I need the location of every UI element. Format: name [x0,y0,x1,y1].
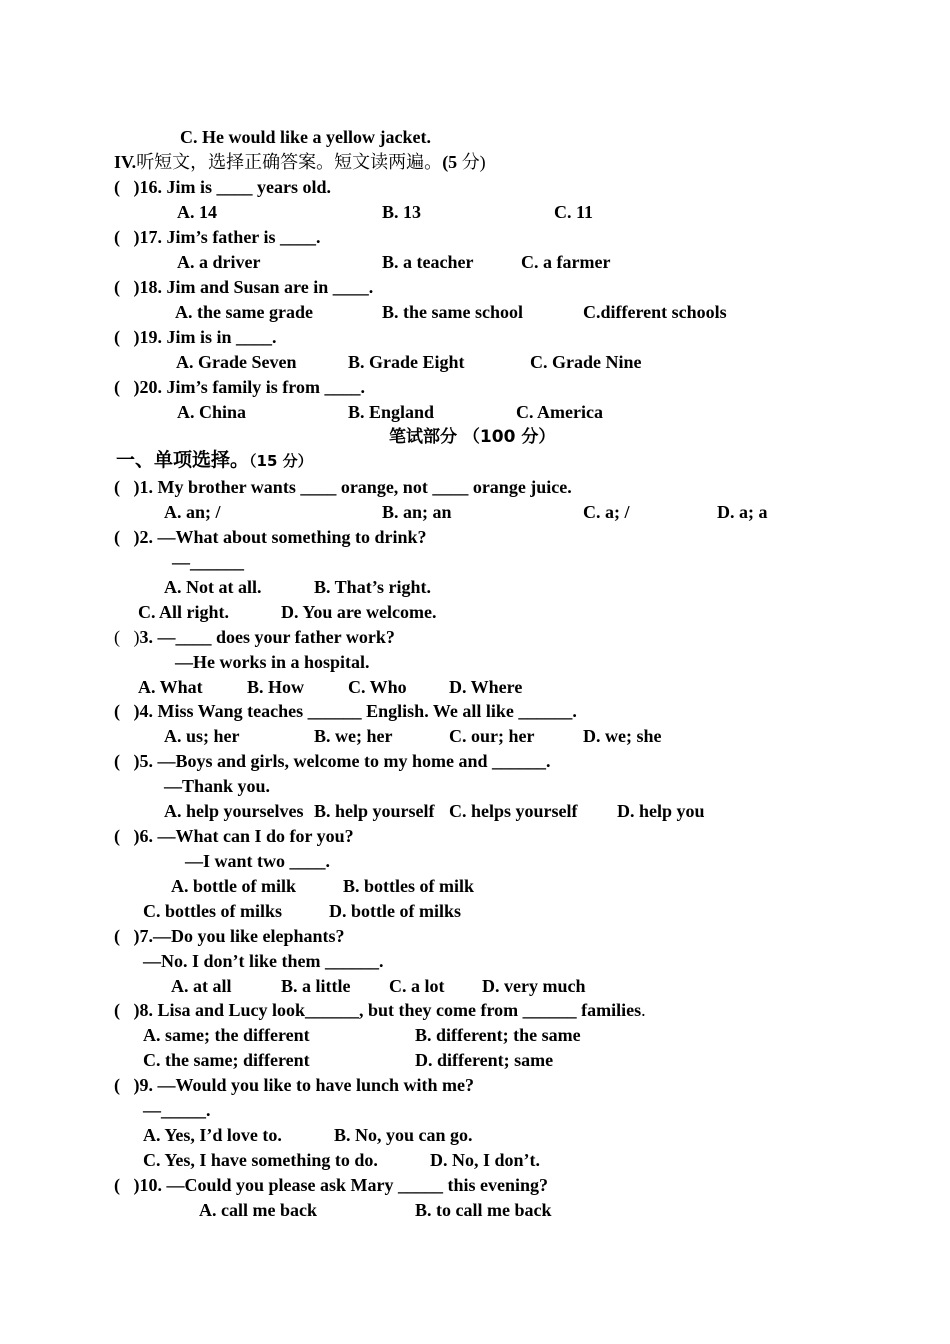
question-3-paren: ( ) [114,627,140,647]
question-2-reply: —______ [172,552,244,572]
part-one-score: （15 分） [249,452,313,470]
question-17-option-a: A. a driver [177,252,261,272]
question-20-stem: ( )20. Jim’s family is from ____. [114,377,365,397]
question-6-option-a: A. bottle of milk [171,876,296,896]
question-5-reply: —Thank you. [164,776,271,796]
question-16-option-a: A. 14 [177,202,217,222]
question-7-stem: ( )7.—Do you like elephants? [114,926,345,946]
question-6-option-c: C. bottles of milks [143,901,282,921]
section-iv-instruction: 听短文，选择正确答案。短文读两遍。 [136,152,443,172]
question-19-option-b: B. Grade Eight [348,352,465,372]
question-19-option-a: A. Grade Seven [176,352,297,372]
question-1-option-b: B. an; an [382,502,452,522]
question-8-option-a: A. same; the different [143,1025,310,1045]
part-one-heading [116,449,313,472]
question-9-reply: —_____. [143,1100,211,1120]
question-3-option-b: B. How [247,677,305,697]
written-part-heading: 笔试部分 （100 分） [389,427,556,447]
question-3-stem: 3. —____ does your father work? [139,627,395,647]
question-17-stem: ( )17. Jim’s father is ____. [114,227,321,247]
question-6-stem: ( )6. —What can I do for you? [114,826,354,846]
question-16-option-c: C. 11 [554,202,594,222]
question-18-option-a: A. the same grade [175,302,313,322]
question-3-option-a: A. What [138,677,203,697]
question-7-option-c: C. a lot [389,976,445,996]
question-3-reply: —He works in a hospital. [175,652,370,672]
part-one-title: 一、单项选择。 [116,449,250,471]
question-1-stem: ( )1. My brother wants ____ orange, not ____ orange juice. [114,477,572,497]
question-8-stem-line [114,999,646,1021]
question-3-option-d: D. Where [449,677,523,697]
question-5-option-d: D. help you [617,801,705,821]
question-2-stem: ( )2. —What about something to drink? [114,527,427,547]
question-4-option-c: C. our; her [449,726,535,746]
question-4-option-a: A. us; her [164,726,240,746]
question-9-option-d: D. No, I don’t. [430,1150,541,1170]
question-4-option-d: D. we; she [583,726,662,746]
question-1-option-c: C. a; / [583,502,630,522]
question-8-option-b: B. different; the same [415,1025,581,1045]
question-5-option-a: A. help yourselves [164,801,304,821]
question-8-option-c: C. the same; different [143,1050,310,1070]
question-17-option-b: B. a teacher [382,252,474,272]
question-9-stem: ( )9. —Would you like to have lunch with me? [114,1075,475,1095]
question-2-option-d: D. You are welcome. [281,602,437,622]
question-3-stem-line [114,626,395,648]
question-20-option-c: C. America [516,402,603,422]
question-16-option-b: B. 13 [382,202,422,222]
question-2-option-c: C. All right. [138,602,230,622]
question-4-stem: ( )4. Miss Wang teaches ______ English. We all like ______. [114,701,577,721]
question-10-stem: ( )10. —Could you please ask Mary _____ this evening? [114,1175,549,1195]
question-10-option-b: B. to call me back [415,1200,552,1220]
question-9-option-a: A. Yes, I’d love to. [143,1125,282,1145]
question-18-stem: ( )18. Jim and Susan are in ____. [114,277,374,297]
question-6-option-b: B. bottles of milk [343,876,475,896]
question-19-stem: ( )19. Jim is in ____. [114,327,277,347]
question-16-stem: ( )16. Jim is ____ years old. [114,177,331,197]
question-8-stem: ( )8. Lisa and Lucy look______, but they come from ______ families [114,1000,642,1020]
section-iv-number: IV. [114,152,137,172]
question-7-option-a: A. at all [171,976,232,996]
question-1-option-a: A. an; / [164,502,221,522]
question-9-option-b: B. No, you can go. [334,1125,473,1145]
question-5-option-c: C. helps yourself [449,801,578,821]
section-iv-score: (5 [442,152,458,172]
question-3-option-c: C. Who [348,677,407,697]
section-iv-score-unit: 分) [461,152,486,172]
question-5-stem: ( )5. —Boys and girls, welcome to my home and ______. [114,751,551,771]
question-1-option-d: D. a; a [717,502,768,522]
question-2-option-a: A. Not at all. [164,577,262,597]
question-18-option-c: C.different schools [583,302,727,322]
question-7-option-d: D. very much [482,976,586,996]
question-5-option-b: B. help yourself [314,801,435,821]
question-20-option-b: B. England [348,402,435,422]
question-6-option-d: D. bottle of milks [329,901,461,921]
question-9-option-c: C. Yes, I have something to do. [143,1150,378,1170]
question-8-option-d: D. different; same [415,1050,554,1070]
prev-question-option-c: C. He would like a yellow jacket. [180,127,431,147]
question-2-option-b: B. That’s right. [314,577,432,597]
question-18-option-b: B. the same school [382,302,523,322]
question-17-option-c: C. a farmer [521,252,611,272]
question-4-option-b: B. we; her [314,726,393,746]
question-20-option-a: A. China [177,402,247,422]
question-19-option-c: C. Grade Nine [530,352,642,372]
question-7-reply: —No. I don’t like them ______. [143,951,384,971]
question-7-option-b: B. a little [281,976,351,996]
section-iv-heading [114,151,486,173]
question-6-reply: —I want two ____. [185,851,331,871]
question-10-option-a: A. call me back [199,1200,317,1220]
question-8-end: . [641,1000,646,1020]
